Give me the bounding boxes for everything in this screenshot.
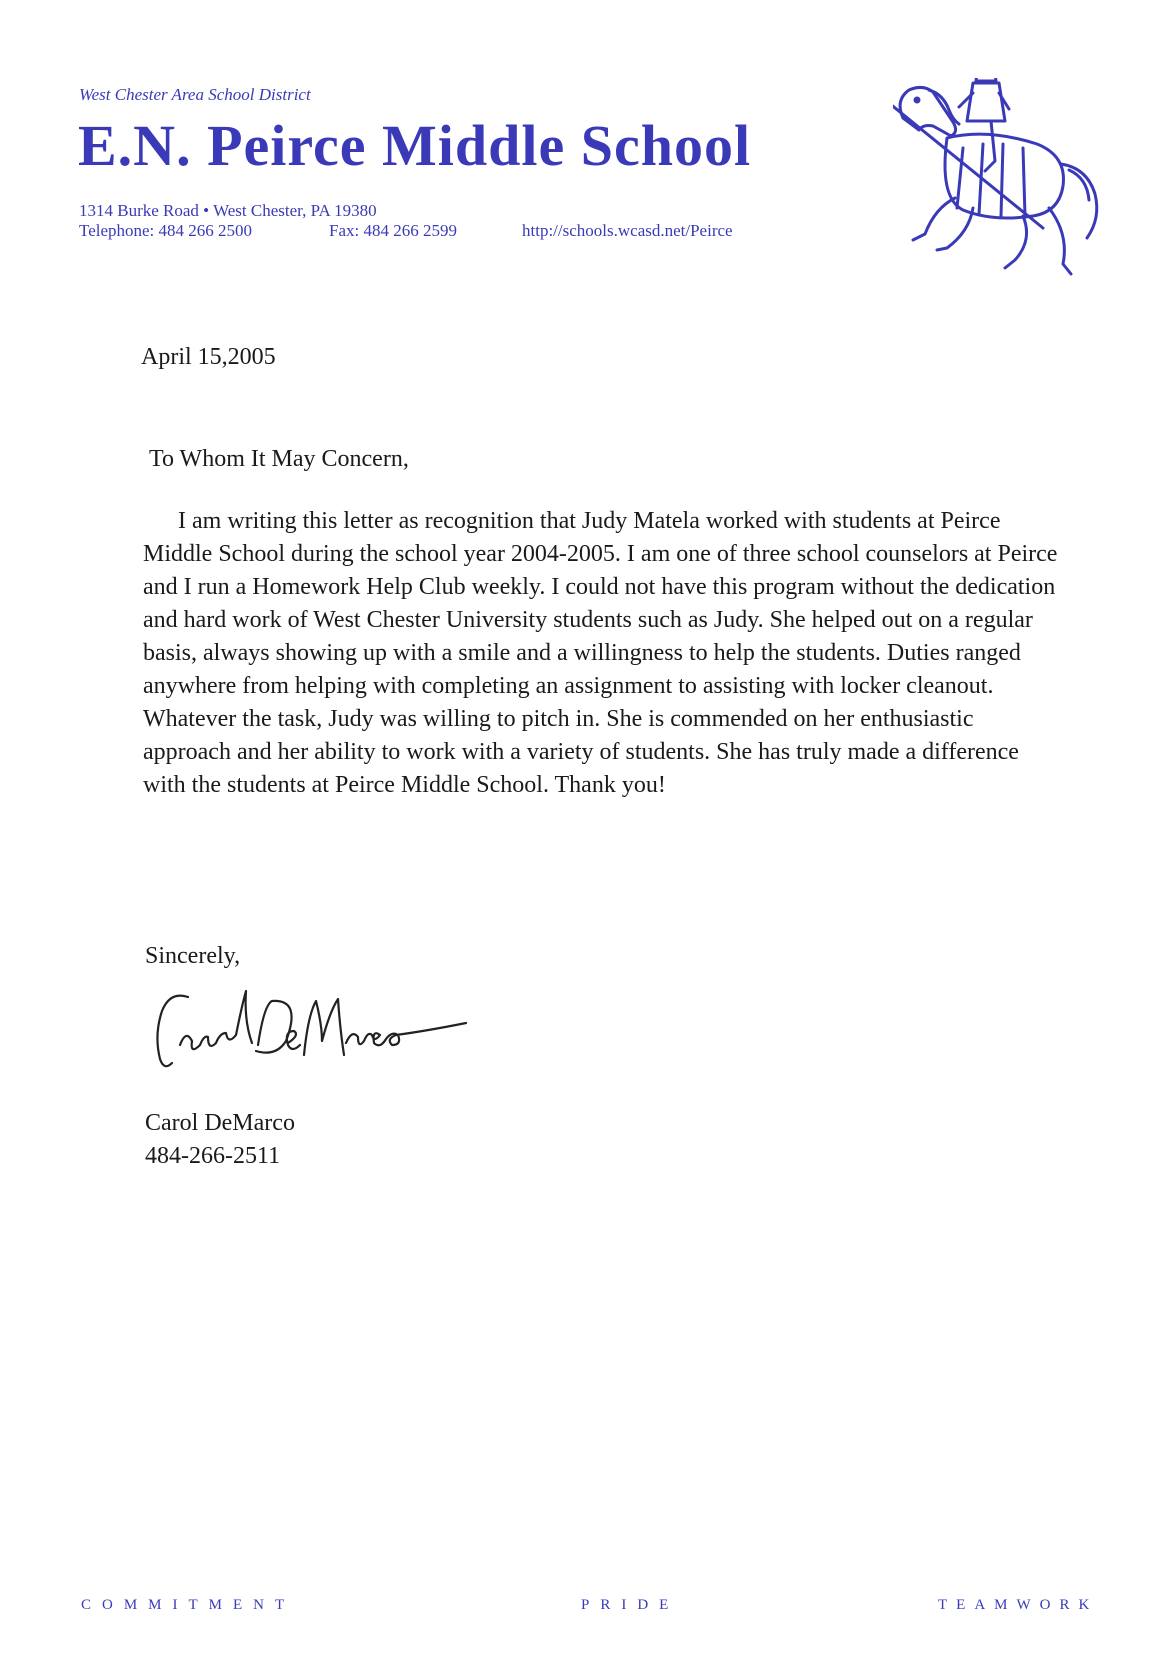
district-name: West Chester Area School District <box>79 85 311 104</box>
telephone-number: Telephone: 484 266 2500 <box>79 221 253 240</box>
school-name: E.N. Peirce Middle School <box>78 113 752 178</box>
letter-closing: Sincerely, <box>145 943 241 969</box>
signer-phone: 484-266-2511 <box>145 1143 281 1169</box>
footer-pride: PRIDE <box>581 1597 680 1613</box>
footer-teamwork: TEAMWORK <box>938 1597 1099 1613</box>
letter-salutation: To Whom It May Concern, <box>149 446 409 472</box>
knight-on-horse-icon <box>893 78 1123 308</box>
signer-name: Carol DeMarco <box>145 1110 295 1136</box>
letterhead <box>0 0 1161 320</box>
footer-commitment: COMMITMENT <box>81 1597 296 1613</box>
website-link[interactable]: http://schools.wcasd.net/Peirce <box>522 221 733 240</box>
letter-date: April 15,2005 <box>141 344 276 370</box>
letter-body-paragraph: I am writing this letter as recognition that Judy Matela worked with students at Peirce Middle School during the school year 2004-2005. I am one of three school counselors at Peirce and I run a Homework Help Club weekly. I could not have this program without the dedication and hard work of West Chester University students such as Judy. She helped out on a regular basis, always showing up with a smile and a willingness to help the students. Duties ranged anywhere from helping with completing an assignment to assisting with locker cleanout. Whatever the task, Judy was willing to pitch in. She is commended on her enthusiastic approach and her ability to work with a variety of students. She has truly made a difference with the students at Peirce Middle School. Thank you! <box>143 508 1058 798</box>
school-address: 1314 Burke Road • West Chester, PA 19380 <box>79 201 377 220</box>
handwritten-signature <box>150 985 500 1075</box>
contact-row <box>79 221 733 241</box>
fax-number: Fax: 484 266 2599 <box>329 221 457 240</box>
